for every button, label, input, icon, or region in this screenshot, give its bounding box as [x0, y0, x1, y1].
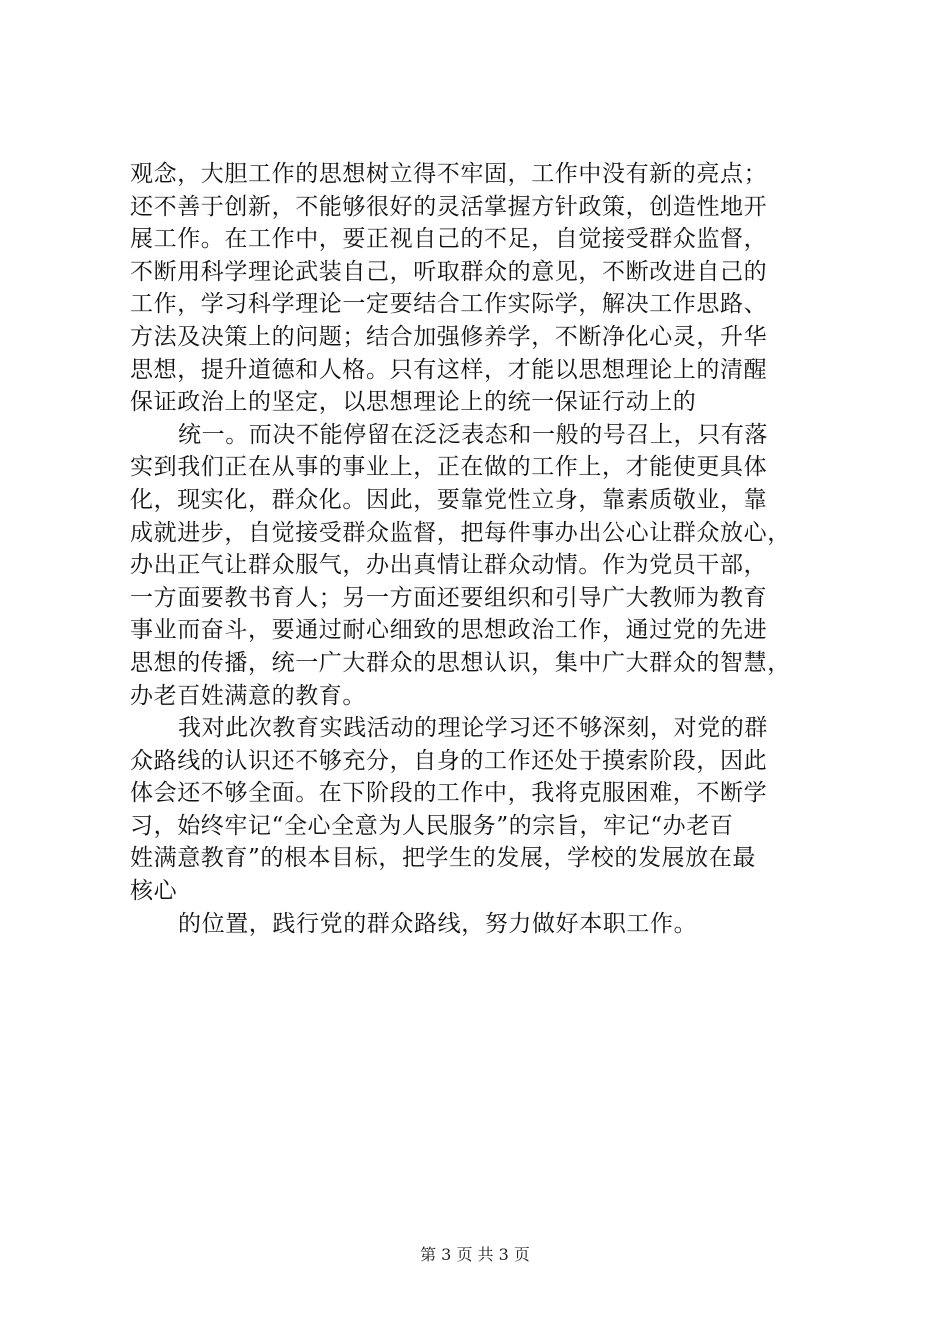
text-line: 众路线的认识还不够充分，自身的工作还处于摸索阶段，因此	[130, 747, 768, 774]
text-line: 的位置，践行党的群众路线，努力做好本职工作。	[178, 910, 698, 937]
text-line: 事业而奋斗，要通过耐心细致的思想政治工作，通过党的先进	[130, 617, 768, 644]
text-line: 思想的传播，统一广大群众的思想认识，集中广大群众的智慧，	[130, 649, 791, 676]
page-number-footer: 第 3 页 共 3 页	[420, 1245, 530, 1264]
text-line: 体会还不够全面。在下阶段的工作中，我将克服困难，不断学	[130, 780, 768, 807]
text-line: 习，始终牢记“全心全意为人民服务”的宗旨，牢记“办老百	[130, 812, 734, 839]
text-line: 展工作。在工作中，要正视自己的不足，自觉接受群众监督，	[130, 226, 768, 253]
text-line: 姓满意教育”的根本目标，把学生的发展，学校的发展放在最	[130, 845, 756, 872]
text-line: 化，现实化，群众化。因此，要靠党性立身，靠素质敬业，靠	[130, 486, 768, 513]
text-line: 我对此次教育实践活动的理论学习还不够深刻，对党的群	[178, 715, 768, 742]
text-line: 统一。而决不能停留在泛泛表态和一般的号召上，只有落	[178, 421, 768, 448]
text-line: 观念，大胆工作的思想树立得不牢固，工作中没有新的亮点；	[130, 161, 768, 187]
text-line: 一方面要教书育人；另一方面还要组织和引导广大教师为教育	[130, 584, 768, 611]
text-line: 办出正气让群众服气，办出真情让群众动情。作为党员干部，	[130, 552, 768, 579]
document-body	[130, 158, 830, 940]
text-line: 办老百姓满意的教育。	[130, 682, 366, 709]
text-line: 方法及决策上的问题；结合加强修养学，不断净化心灵，升华	[130, 323, 768, 350]
text-line: 成就进步，自觉接受群众监督，把每件事办出公心让群众放心，	[130, 519, 791, 546]
text-line: 实到我们正在从事的事业上，正在做的工作上，才能使更具体	[130, 454, 768, 481]
text-line: 不断用科学理论武装自己，听取群众的意见，不断改进自己的	[130, 258, 768, 285]
text-line: 思想，提升道德和人格。只有这样，才能以思想理论上的清醒	[130, 356, 768, 383]
text-line: 保证政治上的坚定，以思想理论上的统一保证行动上的	[130, 389, 697, 416]
text-line: 核心	[130, 878, 178, 905]
text-line: 还不善于创新，不能够很好的灵活掌握方针政策，创造性地开	[130, 193, 768, 220]
text-line: 工作，学习科学理论一定要结合工作实际学，解决工作思路、	[130, 291, 768, 318]
